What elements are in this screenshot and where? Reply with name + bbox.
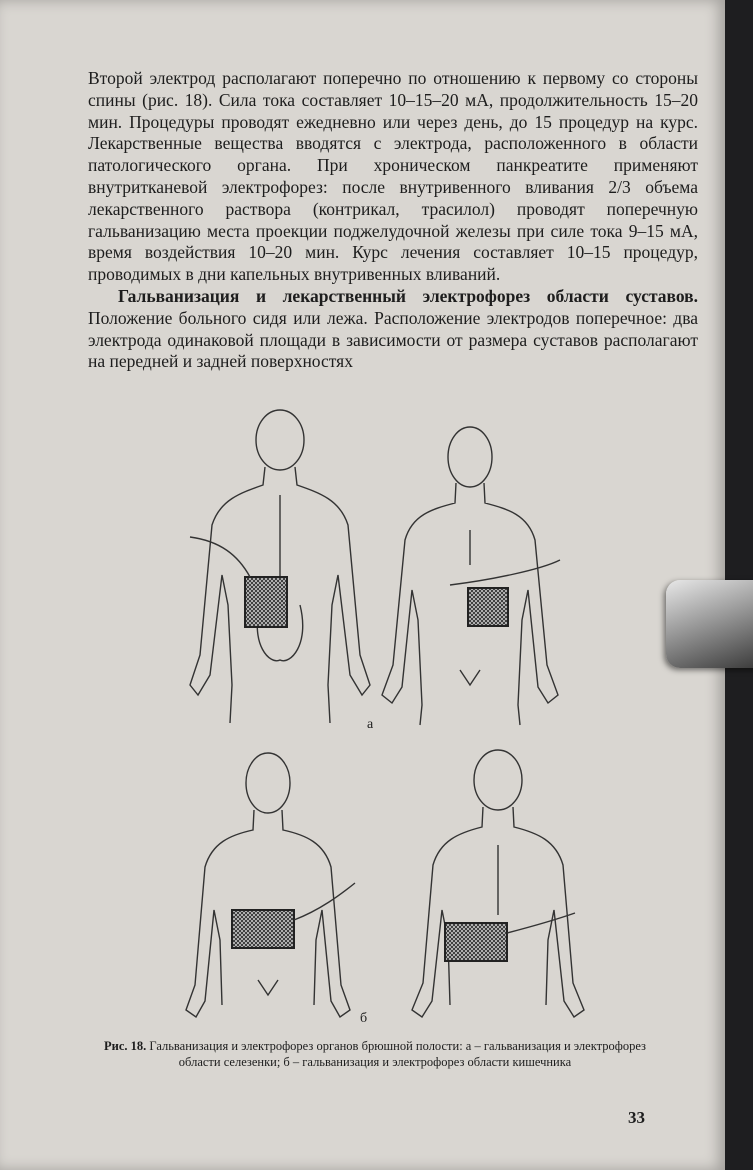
electrode-a-front (468, 588, 508, 626)
figure-18 (150, 405, 590, 1025)
figure-a-back-body (190, 410, 370, 723)
wire-b-front (294, 883, 355, 920)
figure-caption (90, 1038, 660, 1070)
binder-clip (666, 580, 753, 668)
body-text (88, 68, 698, 373)
wire-a-front (450, 560, 560, 585)
page-number: 33 (628, 1108, 645, 1127)
wire-b-back (507, 913, 575, 933)
caption-text: Гальванизация и электрофорез органов брюшной полости: а – гальванизация и электрофорез области селезенки; б – гальванизация и электрофорез области кишечника (149, 1039, 646, 1069)
figure-illustration (150, 405, 590, 1025)
figure-label-b: б (360, 1011, 368, 1026)
figure-b-front-body (186, 753, 350, 1017)
wire-a-back (190, 537, 250, 577)
paragraph-2-body: Положение больного сидя или лежа. Расположение электродов поперечное: два электрода одинаковой площади в зависимости от размера суставов располагают на передней и задней поверхностях (88, 307, 698, 372)
paragraph-2 (88, 286, 698, 373)
figure-a-front-body (382, 427, 558, 725)
section-heading: Гальванизация и лекарственный электрофорез области суставов. (118, 285, 698, 306)
electrode-a-back (245, 577, 287, 627)
figure-b-back-body (412, 750, 584, 1017)
electrode-b-front (232, 910, 294, 948)
electrode-b-back (445, 923, 507, 961)
figure-label-a: а (367, 717, 374, 732)
paragraph-1: Второй электрод располагают поперечно по отношению к первому со стороны спины (рис. 18). Сила тока составляет 10–15–20 мА, продолжительность 15–20 мин. Процедуры проводят ежедневно или через день, до 15 процедур на курс. Лекарственные вещества вводятся с электрода, расположенного в области патологического органа. При хроническом панкреатите применяют внутритканевой электрофорез: после внутривенного вливания 2/3 объема лекарственного раствора (контрикал, трасилол) проводят поперечную гальванизацию места проекции поджелудочной железы при силе тока 9–15 мА, время воздействия 10–20 мин. Курс лечения составляет 10–15 процедур, проводимых в дни капельных внутривенных вливаний. (88, 68, 698, 285)
caption-number: Рис. 18. (104, 1039, 147, 1053)
